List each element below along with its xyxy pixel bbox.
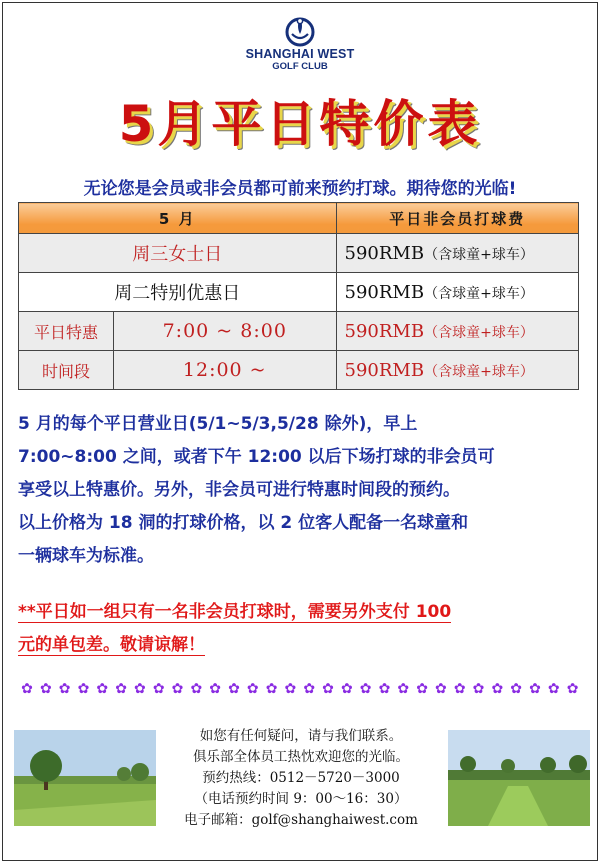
table-row [19,234,579,273]
club-logo [240,14,360,84]
paragraph-line: 一辆球车为标准。 [18,546,154,566]
paragraph-line: 5 月的每个平日营业日(5/1~5/3,5/28 除外)，早上 [18,414,418,434]
slot-time: 12:00 ~ [114,351,337,390]
header-fee: 平日非会员打球费 [336,203,578,234]
purple-flower-icon: ✿ [491,681,504,697]
purple-flower-icon: ✿ [190,681,203,697]
header-month: 5 月 [19,203,337,234]
table-row [19,312,579,351]
row-price-cell [336,234,578,273]
golfer-crest-icon [283,14,317,48]
purple-flower-icon: ✿ [340,681,353,697]
row-price: 590RMB [344,281,425,303]
purple-flower-icon: ✿ [171,681,184,697]
purple-flower-icon: ✿ [322,681,334,697]
paragraph-line: 享受以上特惠价。另外，非会员可进行特惠时间段的预约。 [18,480,460,500]
course-photo-right [448,730,590,826]
purple-flower-icon: ✿ [472,681,485,697]
contact-block [156,726,446,831]
purple-flower-icon: ✿ [134,681,146,697]
notice-paragraph [18,596,580,662]
purple-flower-icon: ✿ [58,681,71,697]
contact-line: 俱乐部全体员工热忱欢迎您的光临。 [193,749,409,765]
special-label-bottom: 时间段 [19,351,114,390]
contact-phone: 预约热线：0512－5720－3000 [202,770,400,786]
slot-time: 7:00 ~ 8:00 [114,312,337,351]
purple-flower-icon: ✿ [378,681,391,697]
contact-hours: （电话预约时间 9：00～16：30） [194,791,408,807]
logo-line-2: GOLF CLUB [272,61,328,72]
purple-flower-icon: ✿ [115,681,127,697]
row-note: （含球童+球车） [424,246,534,263]
special-label-top: 平日特惠 [19,312,114,351]
subtitle: 无论您是会员或非会员都可前来预约打球。期待您的光临! [83,179,517,199]
price-table [18,202,579,390]
row-price: 590RMB [344,359,425,381]
row-price: 590RMB [344,320,425,342]
course-photo-left [14,730,156,826]
purple-flower-icon: ✿ [359,681,372,697]
notice-line: **平日如一组只有一名非会员打球时，需要另外支付 100 [18,602,452,622]
contact-line: 如您有任何疑问，请与我们联系。 [199,728,403,744]
purple-flower-icon: ✿ [510,681,522,697]
row-price-cell [336,273,578,312]
purple-flower-icon: ✿ [416,681,428,697]
table-row [19,351,579,390]
paragraph-line: 以上价格为 18 洞的打球价格，以 2 位客人配备一名球童和 [18,513,469,533]
purple-flower-icon: ✿ [566,681,579,697]
row-note: （含球童+球车） [424,324,534,341]
table-header-row [19,203,579,234]
page-title: 5月平日特价表 [118,95,482,153]
contact-email: 电子邮箱：golf@shanghaiwest.com [184,812,418,828]
purple-flower-icon: ✿ [547,681,560,697]
description-paragraph [18,408,580,573]
purple-flower-icon: ✿ [453,681,466,697]
purple-flower-icon: ✿ [246,681,259,697]
purple-flower-icon: ✿ [397,681,410,697]
purple-flower-icon: ✿ [435,681,447,697]
purple-flower-icon: ✿ [284,681,297,697]
logo-line-1: SHANGHAI WEST [245,47,355,61]
purple-flower-icon: ✿ [77,681,90,697]
notice-line: 元的单包差。敬请谅解！ [18,635,205,655]
purple-flower-icon: ✿ [303,681,316,697]
row-label: 周二特别优惠日 [19,273,337,312]
row-note: （含球童+球车） [424,363,534,380]
purple-flower-icon: ✿ [265,681,278,697]
row-label: 周三女士日 [19,234,337,273]
purple-flower-icon: ✿ [209,681,221,697]
paragraph-line: 7:00~8:00 之间，或者下午 12:00 以后下场打球的非会员可 [18,447,495,467]
table-row [19,273,579,312]
purple-flower-icon: ✿ [228,681,240,697]
row-price: 590RMB [344,242,425,264]
row-note: （含球童+球车） [424,285,534,302]
purple-flower-icon: ✿ [152,681,165,697]
purple-flower-icon: ✿ [529,681,541,697]
flower-divider [20,682,580,702]
purple-flower-icon: ✿ [96,681,109,697]
purple-flower-icon: ✿ [39,681,52,697]
purple-flower-icon: ✿ [21,681,33,697]
row-price-cell [336,351,578,390]
row-price-cell [336,312,578,351]
